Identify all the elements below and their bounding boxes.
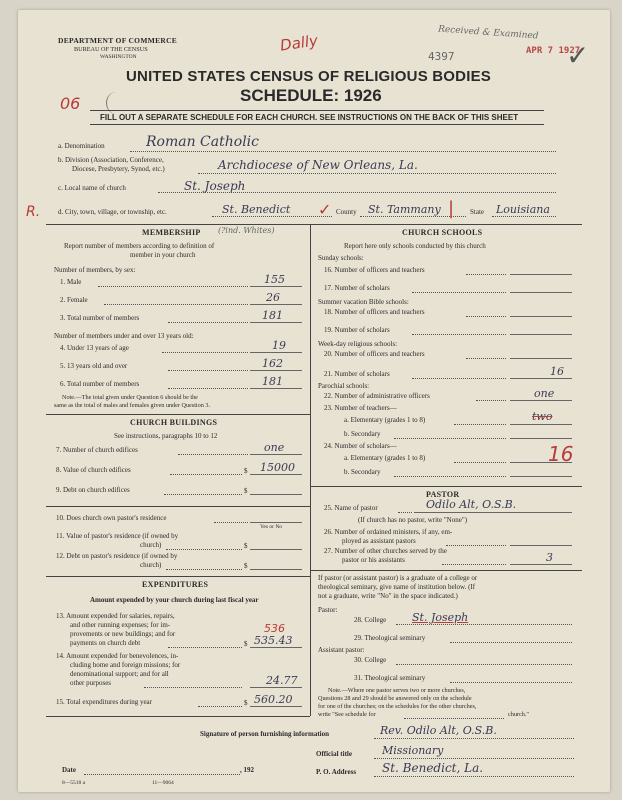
official-title-line [374, 758, 574, 759]
q21-answer-line [510, 378, 572, 379]
header-rule-2 [90, 124, 544, 125]
signature-value: Rev. Odilo Alt, O.S.B. [380, 724, 497, 737]
q10-residence-label: 10. Does church own pastor's residence [56, 514, 167, 522]
expenditures-rule [46, 576, 310, 577]
sunday-schools-label: Sunday schools: [318, 254, 364, 262]
q11-answer-line [250, 549, 302, 550]
q14-amount-value: 24.77 [266, 674, 298, 687]
q3-dots [168, 322, 248, 323]
q23b-answer-line [510, 438, 572, 439]
q8-dollar: $ [244, 467, 248, 475]
q9-dots [164, 494, 242, 495]
q2-dots [104, 304, 248, 305]
pastor-title: PASTOR [426, 490, 460, 499]
form-number-2: 11—9064 [152, 780, 174, 786]
q2-answer-line [250, 304, 302, 305]
q11-dots [166, 549, 242, 550]
q15-answer-line [250, 706, 302, 707]
q12-dollar: $ [244, 562, 248, 570]
q1-answer-line [250, 286, 302, 287]
membership-intro-1: Report number of members according to definition of [64, 242, 215, 250]
q7-edifices-label: 7. Number of church edifices [56, 446, 138, 454]
yes-or-no-hint: Yes or No [260, 524, 283, 530]
q9-dollar: $ [244, 487, 248, 495]
grad-instruction-3: not a graduate, write "No" in the space indicated.) [318, 592, 458, 600]
q23b-label: b. Secondary [344, 430, 381, 438]
signature-label: Signature of person furnishing information [200, 730, 329, 738]
q23b-dots [394, 438, 506, 439]
q7-answer-line [250, 454, 302, 455]
q14-label-4: other purposes [70, 679, 112, 687]
q23a-value: two [532, 410, 553, 423]
weekday-schools-label: Week-day religious schools: [318, 340, 398, 348]
expenditures-intro: Amount expended by your church during last fiscal year [90, 596, 259, 604]
q24a-dots [454, 462, 506, 463]
q11-residence-value-label-2: church) [140, 541, 162, 549]
signature-line [374, 738, 574, 739]
q9-answer-line [250, 494, 302, 495]
state-value: Louisiana [496, 203, 550, 216]
q25-hint: (If church has no pastor, write "None") [358, 516, 468, 524]
q17-answer-line [510, 292, 572, 293]
header-rule [90, 110, 544, 111]
grid-top-rule [46, 224, 582, 225]
q6-total-label: 6. Total number of members [60, 380, 140, 388]
q26-dots [446, 545, 506, 546]
q14-answer-line [250, 687, 302, 688]
pastor-note-4b: church." [508, 711, 529, 718]
pastor-note-line [404, 718, 504, 719]
division-label-2: Diocese, Presbytery, Synod, etc.) [72, 165, 165, 173]
expenditures-title: EXPENDITURES [142, 580, 209, 589]
q26-label-1: 26. Number of ordained ministers, if any, em- [324, 528, 453, 536]
membership-title: MEMBERSHIP [142, 228, 201, 237]
q10-answer-line [250, 522, 302, 523]
q20-dots [466, 358, 506, 359]
q18-answer-line [510, 316, 572, 317]
q21-value: 16 [550, 365, 564, 378]
q14-label-1: 14. Amount expended for benevolences, in- [56, 652, 179, 660]
q29-label: 29. Theological seminary [354, 634, 426, 642]
q13-amount-value: 535.43 [254, 634, 293, 647]
pastor-rule [310, 486, 582, 487]
q12-residence-debt-label: 12. Debt on pastor's residence (if owned by [56, 552, 178, 560]
bureau-city: WASHINGTON [100, 54, 137, 60]
q8-dots [170, 474, 242, 475]
red-check-county: | [448, 198, 455, 219]
q4-answer-line [250, 352, 302, 353]
form-title: UNITED STATES CENSUS OF RELIGIOUS BODIES [126, 68, 491, 85]
q23a-answer-line [510, 424, 572, 425]
q25-label: 25. Name of pastor [324, 504, 378, 512]
grid-center-divider [310, 224, 311, 716]
pastor-note-4: write "See schedule for [318, 711, 376, 718]
schools-title: CHURCH SCHOOLS [402, 228, 483, 237]
q3-answer-line [250, 322, 302, 323]
q15-total-label: 15. Total expenditures during year [56, 698, 152, 706]
official-title-label: Official title [316, 750, 352, 758]
q22-label: 22. Number of administrative officers [324, 392, 430, 400]
denomination-label: a. Denomination [58, 142, 105, 150]
division-label: b. Division (Association, Conference, [58, 156, 164, 164]
q14-label-2: cluding home and foreign missions; for [70, 661, 181, 669]
q3-total-value: 181 [262, 309, 283, 322]
q24b-label: b. Secondary [344, 468, 381, 476]
q16-label: 16. Number of officers and teachers [324, 266, 425, 274]
q7-edifices-value: one [264, 441, 285, 454]
q13-label-2: and other running expenses; for im- [70, 621, 171, 629]
q5-answer-line [250, 370, 302, 371]
date-line [84, 774, 240, 775]
bureau-name: BUREAU OF THE CENSUS [74, 46, 148, 53]
q6-answer-line [250, 388, 302, 389]
q14-dots [144, 687, 242, 688]
q13-dollar: $ [244, 640, 248, 648]
buildings-intro: See instructions, paragraphs 10 to 12 [114, 432, 218, 440]
q12-dots [166, 569, 242, 570]
q9-debt-label: 9. Debt on church edifices [56, 486, 130, 494]
q19-answer-line [510, 334, 572, 335]
stamp-number: 4397 [428, 50, 455, 63]
membership-note-1: Note.—The total given under Question 6 should be the [62, 394, 198, 401]
po-address-label: P. O. Address [316, 768, 357, 776]
schools-intro: Report here only schools conducted by this church [344, 242, 486, 250]
q3-total-label: 3. Total number of members [60, 314, 140, 322]
grad-rule [310, 570, 582, 571]
q22-value: one [534, 387, 555, 400]
q22-answer-line [510, 400, 572, 401]
local-name-label: c. Local name of church [58, 184, 126, 192]
q24b-dots [394, 476, 506, 477]
received-date-stamp: APR 7 1927 [526, 46, 581, 56]
members-by-sex-label: Number of members, by sex: [54, 266, 136, 274]
q20-label: 20. Number of officers and teachers [324, 350, 425, 358]
q31-label: 31. Theological seminary [354, 674, 426, 682]
q27-dots [442, 564, 506, 565]
q4-under13-label: 4. Under 13 years of age [60, 344, 129, 352]
separate-schedule-instruction: FILL OUT A SEPARATE SCHEDULE FOR EACH CHURCH. SEE INSTRUCTIONS ON THE BACK OF THIS SHEET [100, 113, 519, 122]
date-label: Date [62, 766, 76, 774]
q18-dots [466, 316, 506, 317]
q16-dots [466, 274, 506, 275]
q16-answer-line [510, 274, 572, 275]
city-line [212, 216, 332, 217]
stamp-faint-text: Received & Examined [437, 24, 539, 42]
members-by-age-label: Number of members under and over 13 years old: [54, 332, 194, 340]
q6-dots [168, 388, 248, 389]
q25-dots [398, 512, 412, 513]
q24a-value: 16 [548, 442, 574, 466]
date-year: , 192 [240, 766, 254, 774]
county-label: County [336, 208, 357, 216]
q24b-answer-line [510, 476, 572, 477]
county-value: St. Tammany [368, 203, 441, 216]
buildings-title: CHURCH BUILDINGS [130, 418, 218, 427]
q12-residence-debt-label-2: church) [140, 561, 162, 569]
q1-male-value: 155 [264, 273, 285, 286]
q11-residence-value-label: 11. Value of pastor's residence (if owned by [56, 532, 179, 540]
summer-schools-label: Summer vacation Bible schools: [318, 298, 409, 306]
q17-label: 17. Number of scholars [324, 284, 390, 292]
buildings-rule [46, 414, 310, 415]
q27-value: 3 [546, 551, 553, 564]
annotation-left: 06 [60, 94, 81, 113]
membership-annotation: (?ind. Whites) [218, 226, 275, 235]
denomination-line [130, 151, 556, 152]
grad-instruction-1: If pastor (or assistant pastor) is a graduate of a college or [318, 574, 478, 582]
q28-label: 28. College [354, 616, 387, 624]
q11-dollar: $ [244, 542, 248, 550]
q2-female-value: 26 [266, 291, 280, 304]
pastor-note-1: Note.—Where one pastor serves two or more churches, [328, 687, 466, 694]
q27-label-1: 27. Number of other churches served by the [324, 547, 447, 555]
q12-answer-line [250, 569, 302, 570]
q18-label: 18. Number of officers and teachers [324, 308, 425, 316]
q27-label-2: pastor or his assistants [342, 556, 405, 564]
state-label: State [470, 208, 484, 216]
q13-label-4: payments on church debt [70, 639, 141, 647]
city-value: St. Benedict [222, 203, 291, 216]
q23-label: 23. Number of teachers— [324, 404, 397, 412]
po-address-value: St. Benedict, La. [382, 761, 484, 775]
q13-label-3: provements or new buildings; and for [70, 630, 176, 638]
q28-line [396, 624, 572, 625]
state-line [492, 216, 556, 217]
schedule-title: SCHEDULE: 1926 [240, 86, 382, 105]
q22-dots [476, 400, 506, 401]
q28-college-value: St. Joseph [412, 611, 469, 624]
q4-dots [162, 352, 248, 353]
check-mark: ✓ [566, 41, 590, 72]
q19-label: 19. Number of scholars [324, 326, 390, 334]
q2-female-label: 2. Female [60, 296, 88, 304]
pastor-subheading: Pastor: [318, 606, 338, 614]
q5-over13-value: 162 [262, 357, 283, 370]
q13-dots [168, 647, 242, 648]
q30-line [396, 664, 572, 665]
q20-answer-line [510, 358, 572, 359]
pastor-note-2: Questions 28 and 29 should be answered only on the schedule [318, 695, 472, 702]
q14-label-3: denominational support; and for all [70, 670, 169, 678]
q24a-label: a. Elementary (grades 1 to 8) [344, 454, 426, 462]
po-address-line [374, 776, 574, 777]
buildings-mid-rule [46, 506, 310, 507]
q8-answer-line [250, 474, 302, 475]
q15-dots [198, 706, 242, 707]
q29-line [450, 642, 572, 643]
q26-label-2: ployed as assistant pastors [342, 537, 416, 545]
form-number-1: 8—5518 a [62, 780, 86, 786]
q19-dots [412, 334, 506, 335]
q24-label: 24. Number of scholars— [324, 442, 397, 450]
parochial-schools-label: Parochial schools: [318, 382, 370, 390]
red-check-city: ✓ [318, 200, 332, 219]
membership-note-2: same as the total of males and females given under Question 3. [54, 402, 211, 409]
q27-answer-line [510, 564, 572, 565]
q8-value-label: 8. Value of church edifices [56, 466, 131, 474]
division-line [198, 173, 556, 174]
q10-dots [214, 522, 248, 523]
denomination-value: Roman Catholic [146, 134, 259, 150]
official-title-value: Missionary [382, 744, 444, 757]
q13-label-1: 13. Amount expended for salaries, repairs, [56, 612, 175, 620]
q1-male-label: 1. Male [60, 278, 82, 286]
q7-dots [178, 454, 248, 455]
q15-dollar: $ [244, 699, 248, 707]
local-name-value: St. Joseph [184, 179, 246, 193]
q1-dots [98, 286, 248, 287]
r-mark: R. [26, 204, 41, 220]
q13-answer-line [250, 647, 302, 648]
assistant-pastor-subheading: Assistant pastor: [318, 646, 365, 654]
city-label: d. City, town, village, or township, etc. [58, 208, 167, 216]
q31-line [450, 682, 572, 683]
q13-correction-value: 536 [264, 622, 285, 635]
q5-dots [168, 370, 248, 371]
q21-dots [412, 378, 506, 379]
census-schedule-sheet [18, 10, 610, 792]
q30-label: 30. College [354, 656, 387, 664]
q23a-label: a. Elementary (grades 1 to 8) [344, 416, 426, 424]
annotation-top: Dally [278, 31, 320, 55]
grid-bottom-rule [46, 716, 310, 717]
q26-answer-line [510, 545, 572, 546]
q25-answer-line [414, 512, 572, 513]
q4-under13-value: 19 [272, 339, 286, 352]
pastor-note-3: for one of the churches; on the schedules for the other churches, [318, 703, 477, 710]
membership-intro-2: member in your church [130, 251, 196, 259]
q17-dots [412, 292, 506, 293]
q15-total-value: 560.20 [254, 693, 293, 706]
q5-over13-label: 5. 13 years old and over [60, 362, 128, 370]
q23a-dots [454, 424, 506, 425]
division-value: Archdiocese of New Orleans, La. [218, 158, 418, 172]
q21-label: 21. Number of scholars [324, 370, 390, 378]
q25-pastor-name: Odilo Alt, O.S.B. [426, 498, 517, 511]
q6-total-value: 181 [262, 375, 283, 388]
department-name: DEPARTMENT OF COMMERCE [58, 36, 178, 45]
q8-value-amount: 15000 [260, 461, 295, 474]
grad-instruction-2: theological seminary, give name of institution below. (If [318, 583, 476, 591]
